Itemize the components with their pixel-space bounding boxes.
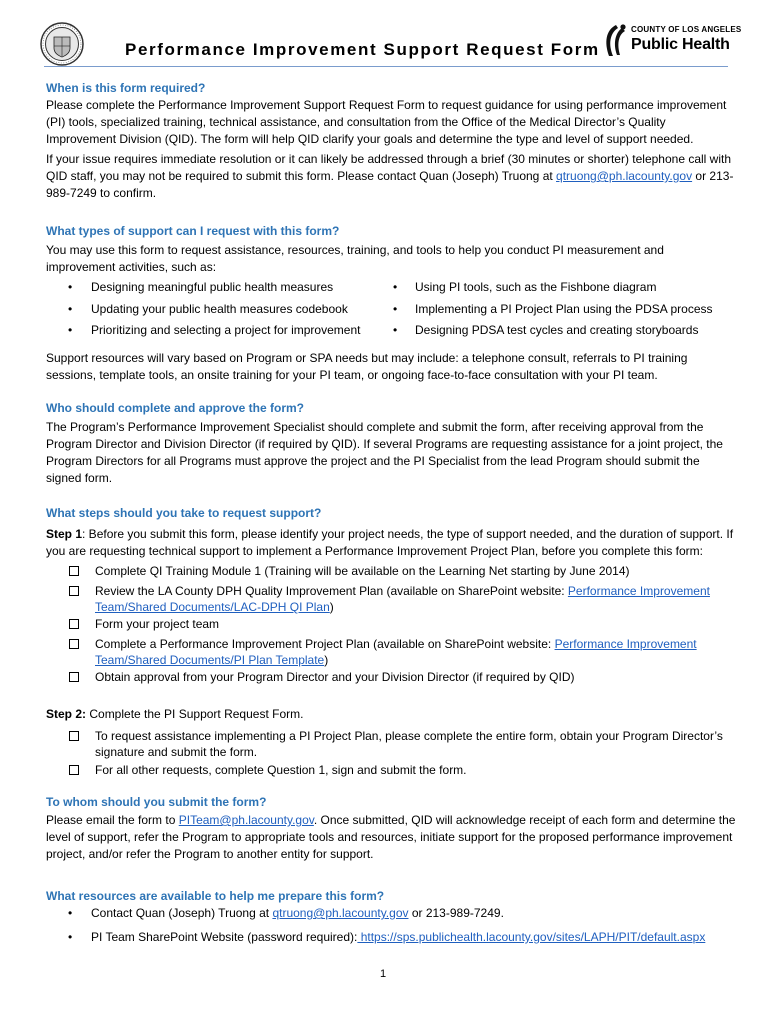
step1-item-text: Complete QI Training Module 1 (Training will be available on the Learning Net starting by June 2014) (95, 564, 630, 578)
step1-label: Step 1 (46, 527, 83, 541)
step2-paragraph (46, 706, 736, 723)
step1-item-text (95, 636, 735, 668)
who-completes-paragraph: The Program’s Performance Improvement Specialist should complete and submit the form, after receiving approval from the Program Director and Division Director (if required by QID). If several Programs are requesting assistance for a joint project, the Program Directors for all Programs must approve the project and the PI Specialist from the lead Program should submit the signed form. (46, 420, 723, 485)
step1-item-4-after: ) (324, 653, 329, 667)
support-type-item: Using PI tools, such as the Fishbone diagram (415, 280, 657, 294)
pi-plan-template-link[interactable]: Performance Improvement Team/Shared Documents/PI Plan Template (95, 637, 697, 667)
step1-text: : Before you submit this form, please identify your project needs, the type of support needed, and the duration of support. If you are requesting technical support to implement a Performance Improvement Project Plan, before you complete this form: (46, 527, 734, 558)
checkbox-form-team[interactable] (69, 619, 79, 629)
logo-county-text: COUNTY OF LOS ANGELES (631, 25, 742, 34)
public-health-logo (600, 22, 742, 62)
resource-2-before: PI Team SharePoint Website (password required): (91, 930, 358, 944)
county-seal-icon (40, 22, 84, 66)
support-type-item: Designing PDSA test cycles and creating storyboards (415, 323, 699, 337)
support-type-item: Implementing a PI Project Plan using the PDSA process (415, 302, 713, 316)
step1-item-text (95, 583, 735, 615)
resource-item-contact (91, 905, 504, 922)
piteam-email-link[interactable]: PITeam@ph.lacounty.gov (178, 813, 314, 827)
heading-submit-to: To whom should you submit the form? (46, 795, 267, 809)
checkbox-implement-plan[interactable] (69, 731, 79, 741)
step2-text: Complete the PI Support Request Form. (86, 707, 304, 721)
checkbox-obtain-approval[interactable] (69, 672, 79, 682)
step1-item-2-text: Review the LA County DPH Quality Improvement Plan (available on SharePoint website: (95, 584, 568, 598)
bullet-icon: • (68, 906, 73, 920)
heading-who-completes: Who should complete and approve the form? (46, 401, 305, 415)
public-health-logo-mark-icon (600, 22, 630, 62)
step1-paragraph (46, 526, 736, 560)
checkbox-qi-training[interactable] (69, 566, 79, 576)
bullet-icon: • (68, 280, 73, 294)
heading-resources: What resources are available to help me prepare this form? (46, 889, 385, 903)
checkbox-review-qi-plan[interactable] (69, 586, 79, 596)
resource-1-after: or 213-989-7249. (408, 906, 504, 920)
bullet-icon: • (393, 323, 398, 337)
submit-text-before: Please email the form to (46, 813, 179, 827)
when-paragraph-2 (46, 151, 736, 202)
heading-steps: What steps should you take to request support? (46, 506, 322, 520)
resource-item-sharepoint (91, 929, 705, 946)
bullet-icon: • (68, 323, 73, 337)
step2-label: Step 2: (46, 707, 87, 721)
qi-plan-sharepoint-link[interactable]: Performance Improvement Team/Shared Documents/LAC-DPH QI Plan (95, 584, 710, 614)
form-title: Performance Improvement Support Request Form (125, 40, 600, 59)
support-types-intro: You may use this form to request assistance, resources, training, and tools to help you conduct PI measurement and improvement activities, such as: (46, 243, 664, 274)
support-type-item: Updating your public health measures codebook (91, 302, 348, 316)
sharepoint-url-link[interactable]: https://sps.publichealth.lacounty.gov/sites/LAPH/PIT/default.aspx (357, 930, 706, 944)
resource-1-before: Contact Quan (Joseph) Truong at (91, 906, 273, 920)
logo-public-health-text: Public Health (631, 36, 730, 53)
checkbox-project-plan[interactable] (69, 639, 79, 649)
step1-item-2-after: ) (329, 600, 334, 614)
bullet-icon: • (68, 930, 73, 944)
page-number: 1 (380, 968, 387, 980)
heading-when-required: When is this form required? (46, 81, 206, 95)
heading-support-types: What types of support can I request with this form? (46, 224, 340, 238)
bullet-icon: • (393, 280, 398, 294)
step2-item-text: For all other requests, complete Question 1, sign and submit the form. (95, 763, 467, 777)
support-type-item: Prioritizing and selecting a project for improvement (91, 323, 361, 337)
qtruong-email-link-2[interactable]: qtruong@ph.lacounty.gov (272, 906, 409, 920)
when-p2-text-before: If your issue requires immediate resolution or it can likely be addressed through a brief (30 minutes or shorter) telephone call with QID staff, you may not be required to submit this form. Please contact Quan (Joseph) Truong at (46, 152, 732, 183)
step2-item-text: To request assistance implementing a PI Project Plan, please complete the entire form, obtain your Program Director’s signature and submit the form. (95, 729, 723, 759)
when-paragraph-1: Please complete the Performance Improvement Support Request Form to request guidance for using performance improvement (PI) tools, specialized training, technical assistance, and consultation from the Office of the Medical Director’s Quality Improvement Division (QID). The form will help QID clarify your goals and determine the type and level of support needed. (46, 98, 727, 146)
step1-item-text: Obtain approval from your Program Director and your Division Director (if required by QID) (95, 670, 575, 684)
qtruong-email-link[interactable]: qtruong@ph.lacounty.gov (556, 169, 693, 183)
checkbox-other-requests[interactable] (69, 765, 79, 775)
submit-to-paragraph (46, 812, 736, 863)
when-p2-text-after: or 213-989-7249 to confirm. (46, 169, 734, 200)
header-rule (44, 66, 728, 67)
support-types-outro: Support resources will vary based on Program or SPA needs but may include: a telephone consult, referrals to PI training sessions, template tools, an onsite training for your PI team, or ongoing face-to-face consultation with your PI team. (46, 351, 688, 382)
step1-item-4-text: Complete a Performance Improvement Project Plan (available on SharePoint website: (95, 637, 555, 651)
submit-text-after: . Once submitted, QID will acknowledge receipt of each form and determine the level of support, refer the Program to appropriate tools and resources, initiate support for the proposed performance improvement project, and/or refer the Program to another entity for support. (46, 813, 736, 861)
step1-item-text: Form your project team (95, 617, 220, 631)
support-type-item: Designing meaningful public health measures (91, 280, 334, 294)
bullet-icon: • (68, 302, 73, 316)
bullet-icon: • (393, 302, 398, 316)
